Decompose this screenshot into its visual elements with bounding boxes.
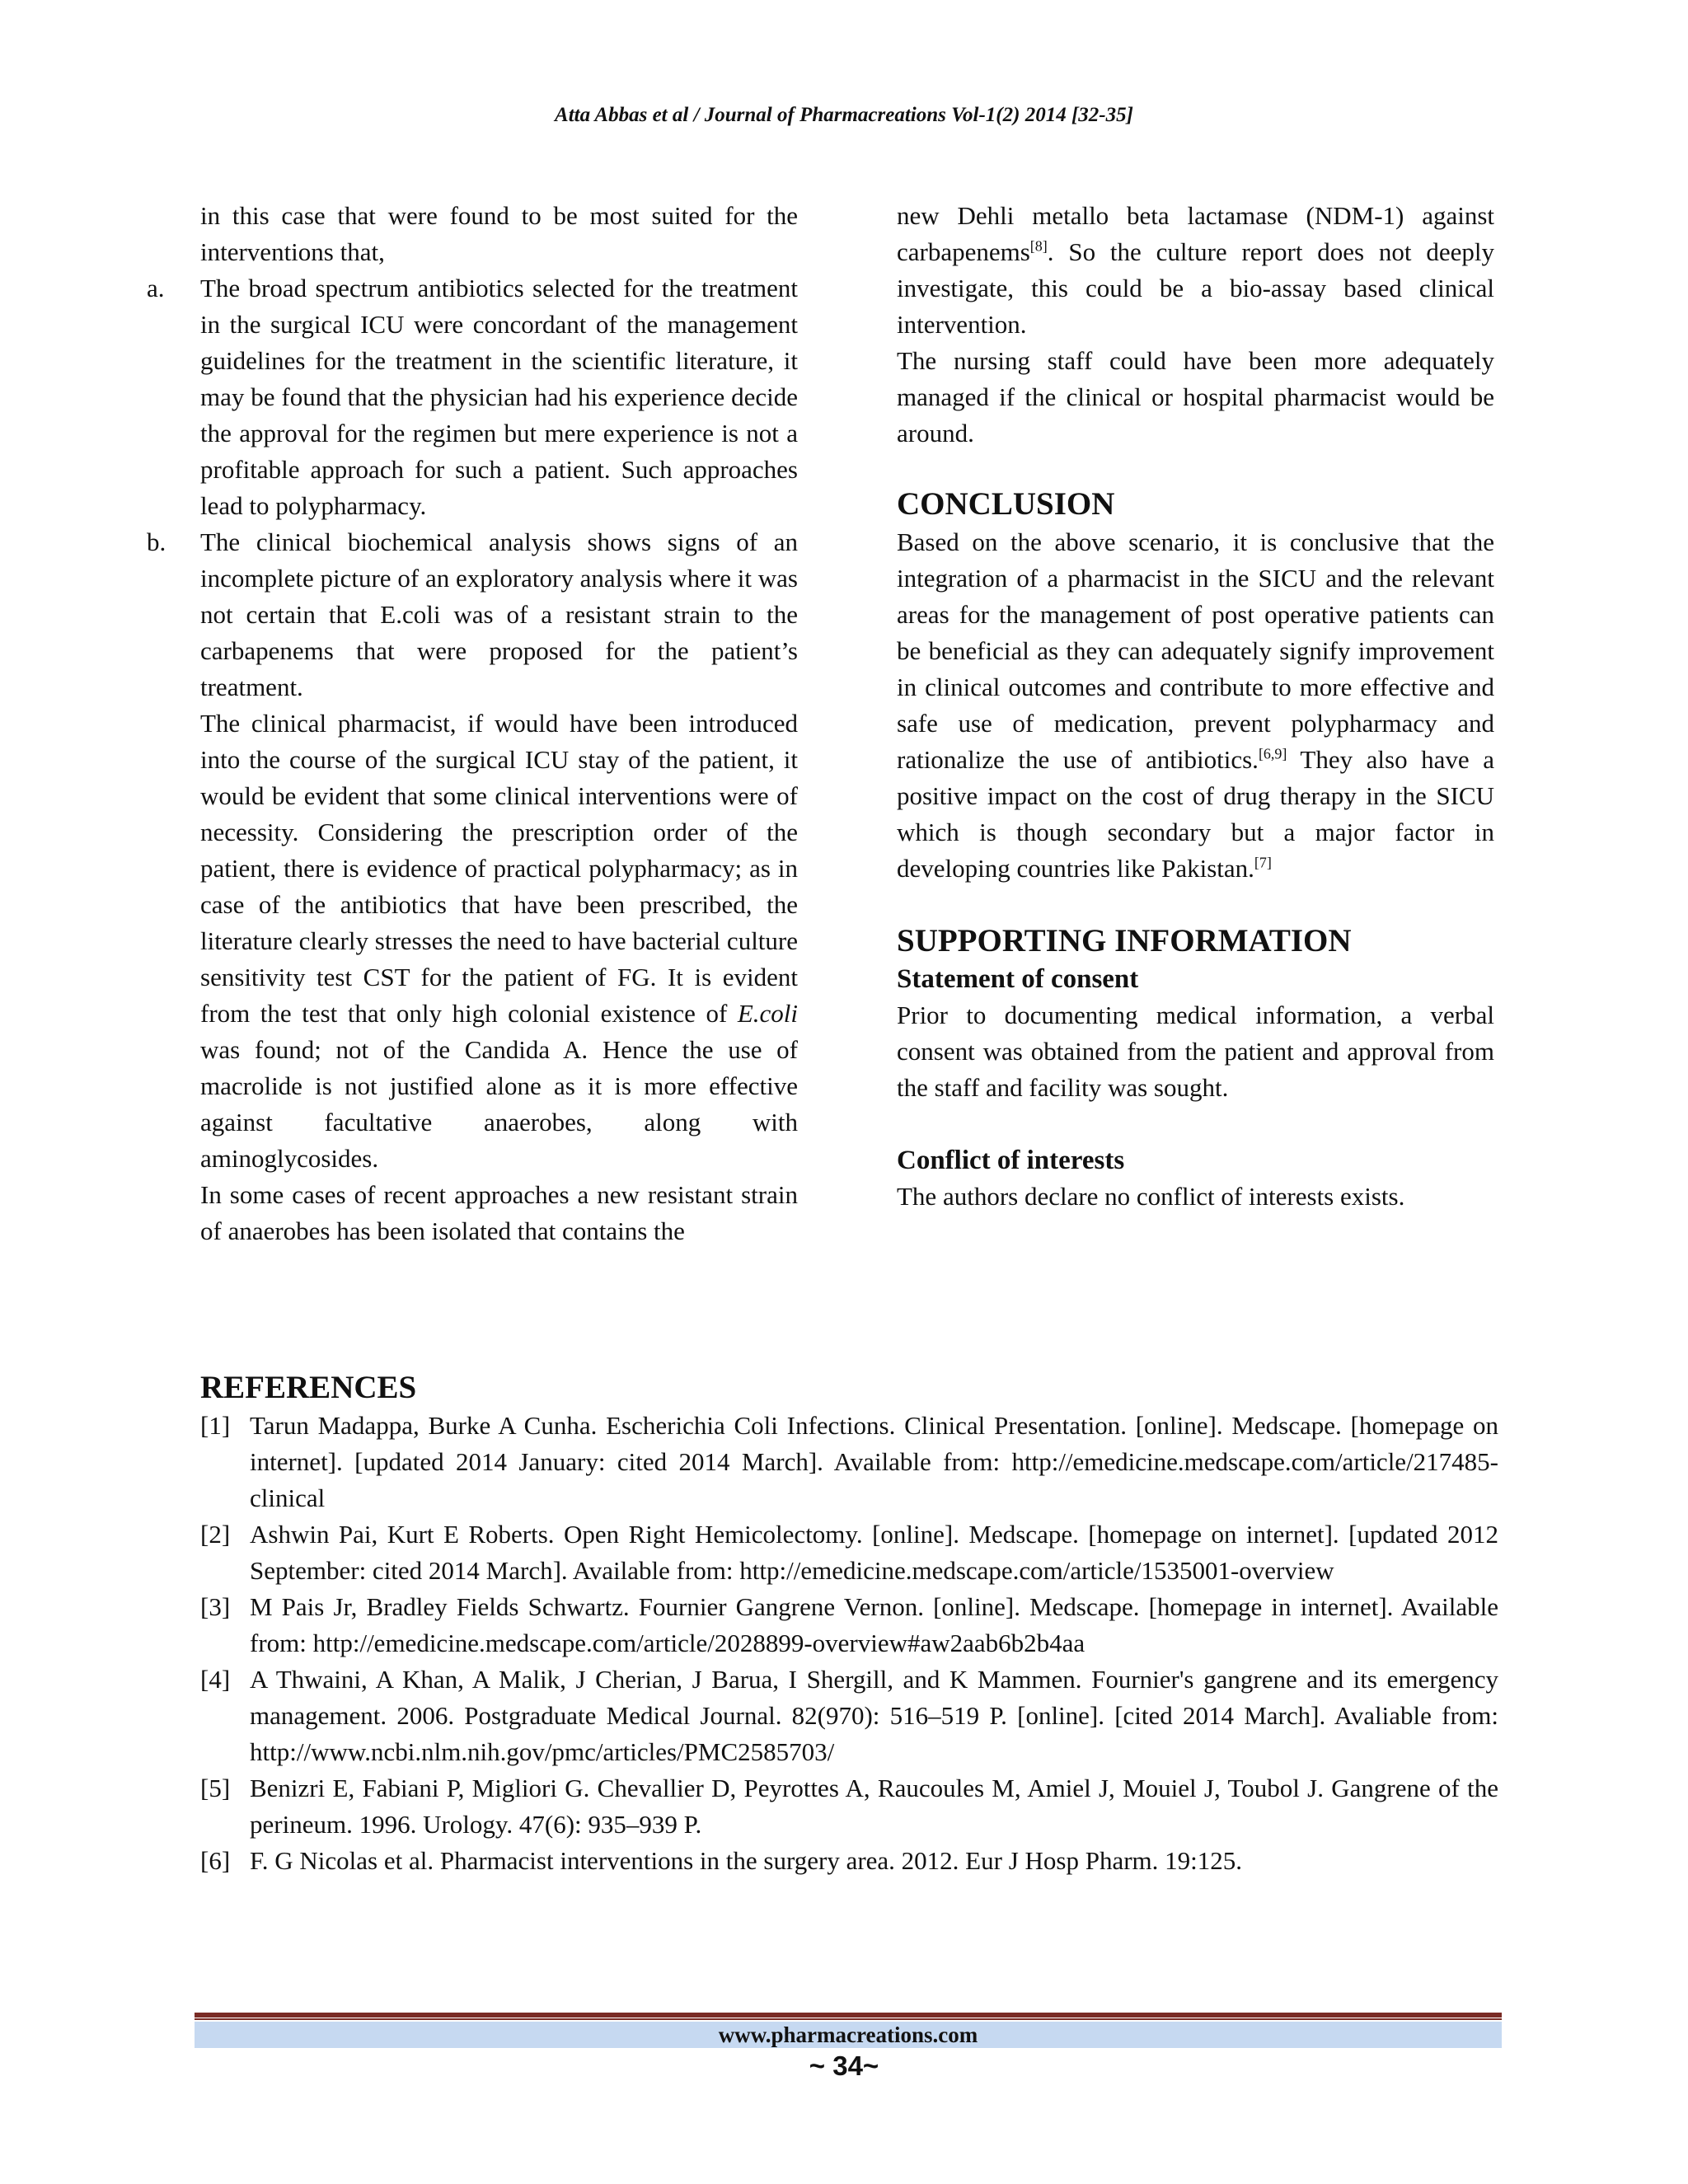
reference-item (200, 1589, 1498, 1661)
reference-item (200, 1408, 1498, 1516)
reference-text: F. G Nicolas et al. Pharmacist interventions in the surgery area. 2012. Eur J Hosp Pharm. 19:125. (250, 1846, 1243, 1875)
conclusion-paragraph (897, 524, 1494, 887)
citation: [8] (1029, 237, 1048, 255)
continuation-paragraph (897, 198, 1494, 343)
paragraph-text: They also have a positive impact on the cost of drug therapy in the SICU which is though secondary but a major factor in developing countries like Pakistan. (897, 745, 1494, 883)
reference-number: [3] (200, 1592, 231, 1621)
list-marker: b. (147, 527, 166, 556)
organism-name: E.coli (737, 999, 798, 1028)
reference-item (200, 1843, 1498, 1879)
footer-rule (195, 2013, 1502, 2018)
list-item-text: The clinical biochemical analysis shows signs of an incomplete picture of an exploratory analysis where it was not certain that E.coli was of a resistant strain to the carbapenems that were proposed for the patient’s treatment. (200, 527, 798, 701)
page-number: ~ 34~ (809, 2050, 879, 2081)
paragraph-text: was found; not of the Candida A. Hence the use of macrolide is not justified alone as it is more effective against facultative anaerobes, along with aminoglycosides. (200, 1035, 798, 1173)
paragraph-text: new Dehli metallo beta lactamase (NDM-1) against carbapenems (897, 201, 1494, 266)
reference-number: [1] (200, 1411, 231, 1440)
reference-item (200, 1516, 1498, 1589)
clinical-pharmacist-paragraph (200, 705, 798, 1177)
list-marker: a. (147, 274, 165, 302)
reference-text: Ashwin Pai, Kurt E Roberts. Open Right Hemicolectomy. [online]. Medscape. [homepage on internet]. [updated 2012 September: cited 2014 March]. Available from: http://emedicine.medscape.com/article/1535001-overview (250, 1520, 1498, 1585)
reference-text: M Pais Jr, Bradley Fields Schwartz. Fournier Gangrene Vernon. [online]. Medscape. [homepage in internet]. Available from: http://emedicine.medscape.com/article/2028899-overview#aw2aab6b2b4aa (250, 1592, 1498, 1657)
right-column (897, 198, 1494, 1215)
intro-paragraph: in this case that were found to be most suited for the interventions that, (200, 201, 798, 266)
references-section (200, 1368, 1498, 1879)
reference-item (200, 1661, 1498, 1770)
reference-number: [4] (200, 1665, 231, 1694)
paragraph-text: . So the culture report does not deeply investigate, this could be a bio-assay based clinical intervention. (897, 237, 1494, 339)
reference-item (200, 1770, 1498, 1843)
paragraph-text: Based on the above scenario, it is conclusive that the integration of a pharmacist in the SICU and the relevant areas for the management of post operative patients can be beneficial as they can adequately signify improvement in clinical outcomes and contribute to more effective and safe use of medication, prevent polypharmacy and rationalize the use of antibiotics. (897, 527, 1494, 774)
citation: [6,9] (1258, 745, 1287, 762)
conflict-paragraph: The authors declare no conflict of interests exists. (897, 1182, 1405, 1211)
running-header: Atta Abbas et al / Journal of Pharmacreations Vol-1(2) 2014 [32-35] (555, 104, 1133, 126)
reference-number: [6] (200, 1846, 231, 1875)
consent-paragraph: Prior to documenting medical information, a verbal consent was obtained from the patient and approval from the staff and facility was sought. (897, 1001, 1494, 1102)
reference-number: [5] (200, 1774, 231, 1802)
conflict-heading: Conflict of interests (897, 1146, 1125, 1175)
list-item-b (147, 524, 798, 705)
paragraph-text: The clinical pharmacist, if would have been introduced into the course of the surgical ICU stay of the patient, it would be evident that some clinical interventions were of necessity. Considering the prescription order of the patient, there is evidence of practical polypharmacy; as in case of the antibiotics that have been prescribed, the literature clearly stresses the need to have bacterial culture sensitivity test CST for the patient of FG. It is evident from the test that only high colonial existence of (200, 709, 798, 1028)
references-heading: REFERENCES (200, 1370, 417, 1405)
citation: [7] (1254, 854, 1272, 871)
resistant-strain-paragraph: In some cases of recent approaches a new resistant strain of anaerobes has been isolated that contains the (200, 1180, 798, 1245)
list-item-text: The broad spectrum antibiotics selected for the treatment in the surgical ICU were concordant of the management guidelines for the treatment in the scientific literature, it may be found that the physician had his experience decide the approval for the regimen but mere experience is not a profitable approach for such a patient. Such approaches lead to polypharmacy. (200, 274, 798, 520)
reference-text: Benizri E, Fabiani P, Migliori G. Chevallier D, Peyrottes A, Raucoules M, Amiel J, Mouiel J, Toubol J. Gangrene of the perineum. 1996. Urology. 47(6): 935–939 P. (250, 1774, 1498, 1839)
consent-heading: Statement of consent (897, 964, 1139, 994)
reference-number: [2] (200, 1520, 231, 1549)
list-item-a (147, 270, 798, 524)
footer-rule-thin (195, 2018, 1502, 2020)
supporting-information-heading: SUPPORTING INFORMATION (897, 923, 1352, 958)
reference-text: A Thwaini, A Khan, A Malik, J Cherian, J Barua, I Shergill, and K Mammen. Fournier's gangrene and its emergency management. 2006. Postgraduate Medical Journal. 82(970): 516–519 P. [online]. [cited 2014 March]. Avaliable from: http://www.ncbi.nlm.nih.gov/pmc/articles/PMC2585703/ (250, 1665, 1498, 1766)
left-column (147, 198, 798, 1249)
conclusion-heading: CONCLUSION (897, 486, 1115, 522)
nursing-paragraph: The nursing staff could have been more adequately managed if the clinical or hospital pharmacist would be around. (897, 346, 1494, 448)
reference-text: Tarun Madappa, Burke A Cunha. Escherichia Coli Infections. Clinical Presentation. [online]. Medscape. [homepage on internet]. [updated 2014 January: cited 2014 March]. Available from: http://emedicine.medscape.com/article/217485-clinical (250, 1411, 1498, 1512)
footer-website[interactable]: www.pharmacreations.com (195, 2022, 1502, 2048)
